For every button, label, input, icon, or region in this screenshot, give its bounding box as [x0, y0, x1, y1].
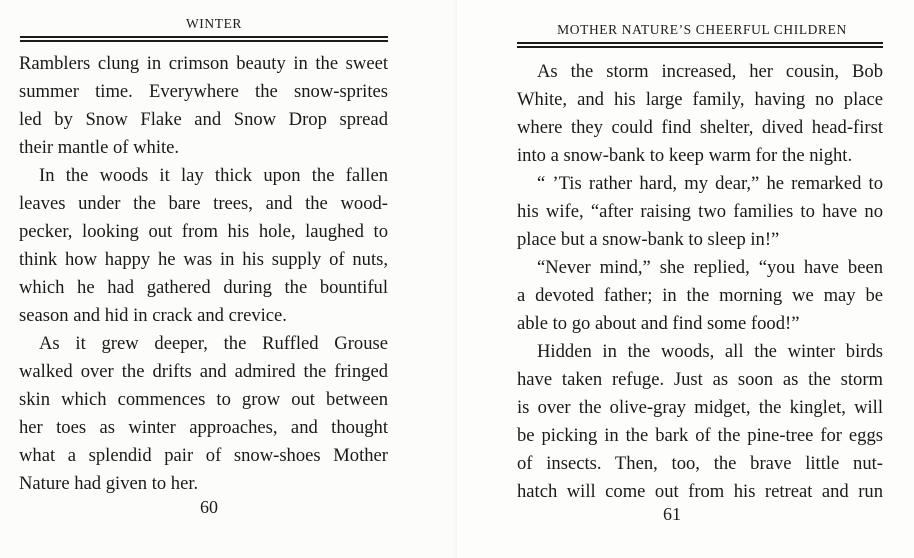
text-line: In the woods it lay thick upon the fallen: [39, 165, 388, 186]
text-line: her toes as winter approaches, and thought: [19, 417, 388, 438]
text-line: his wife, “after raising two families to have no: [517, 201, 883, 222]
text-line: Nature had given to her.: [19, 473, 199, 494]
text-line: Ramblers clung in crimson beauty in the sweet: [19, 53, 388, 74]
text-line: As the storm increased, her cousin, Bob: [537, 61, 883, 82]
text-line: is over the olive-gray midget, the kinglet, will: [517, 397, 883, 418]
left-page-text: [19, 50, 388, 498]
text-line: where they could find shelter, dived head-first: [517, 117, 883, 138]
text-line: White, and his large family, having no place: [517, 89, 883, 110]
text-line: Hidden in the woods, all the winter birds: [537, 341, 883, 362]
running-head-left: WINTER: [185, 16, 243, 31]
text-line: led by Snow Flake and Snow Drop spread: [19, 109, 388, 130]
text-line: hatch will come out from his retreat and run: [517, 481, 883, 502]
text-line: summer time. Everywhere the snow-sprites: [19, 81, 388, 102]
text-line: think how happy he was in his supply of nuts,: [19, 249, 388, 270]
text-line: As it grew deeper, the Ruffled Grouse: [39, 333, 388, 354]
text-line: which he had gathered during the bountiful: [19, 277, 388, 298]
page-number-left: 60: [200, 497, 218, 517]
text-line: have taken refuge. Just as soon as the storm: [517, 369, 883, 390]
text-line: walked over the drifts and admired the fringed: [19, 361, 388, 382]
text-line: their mantle of white.: [19, 137, 180, 158]
text-line: able to go about and find some food!”: [517, 313, 800, 334]
text-line: “Never mind,” she replied, “you have been: [537, 257, 883, 278]
text-line: skin which commences to grow out between: [19, 389, 388, 410]
text-line: a devoted father; in the morning we may be: [517, 285, 883, 306]
text-line: leaves under the bare trees, and the wood-: [19, 193, 388, 214]
right-page-text: [517, 58, 883, 506]
double-rule-left: [20, 36, 388, 42]
page-number-right: 61: [663, 504, 681, 524]
text-line: place but a snow-bank to sleep in!”: [517, 229, 780, 250]
running-head-right: MOTHER NATURE’S CHEERFUL CHILDREN: [557, 22, 847, 37]
text-line: what a splendid pair of snow-shoes Mother: [19, 445, 388, 466]
text-line: “ ’Tis rather hard, my dear,” he remarked to: [537, 173, 883, 194]
right-page: [457, 0, 914, 558]
text-line: of insects. Then, too, the brave little nut-: [517, 453, 883, 474]
text-line: season and hid in crack and crevice.: [19, 305, 287, 326]
double-rule-right: [517, 42, 883, 48]
text-line: into a snow-bank to keep warm for the night.: [517, 145, 853, 166]
text-line: pecker, looking out from his hole, laughed to: [19, 221, 388, 242]
text-line: be picking in the bark of the pine-tree for eggs: [517, 425, 883, 446]
